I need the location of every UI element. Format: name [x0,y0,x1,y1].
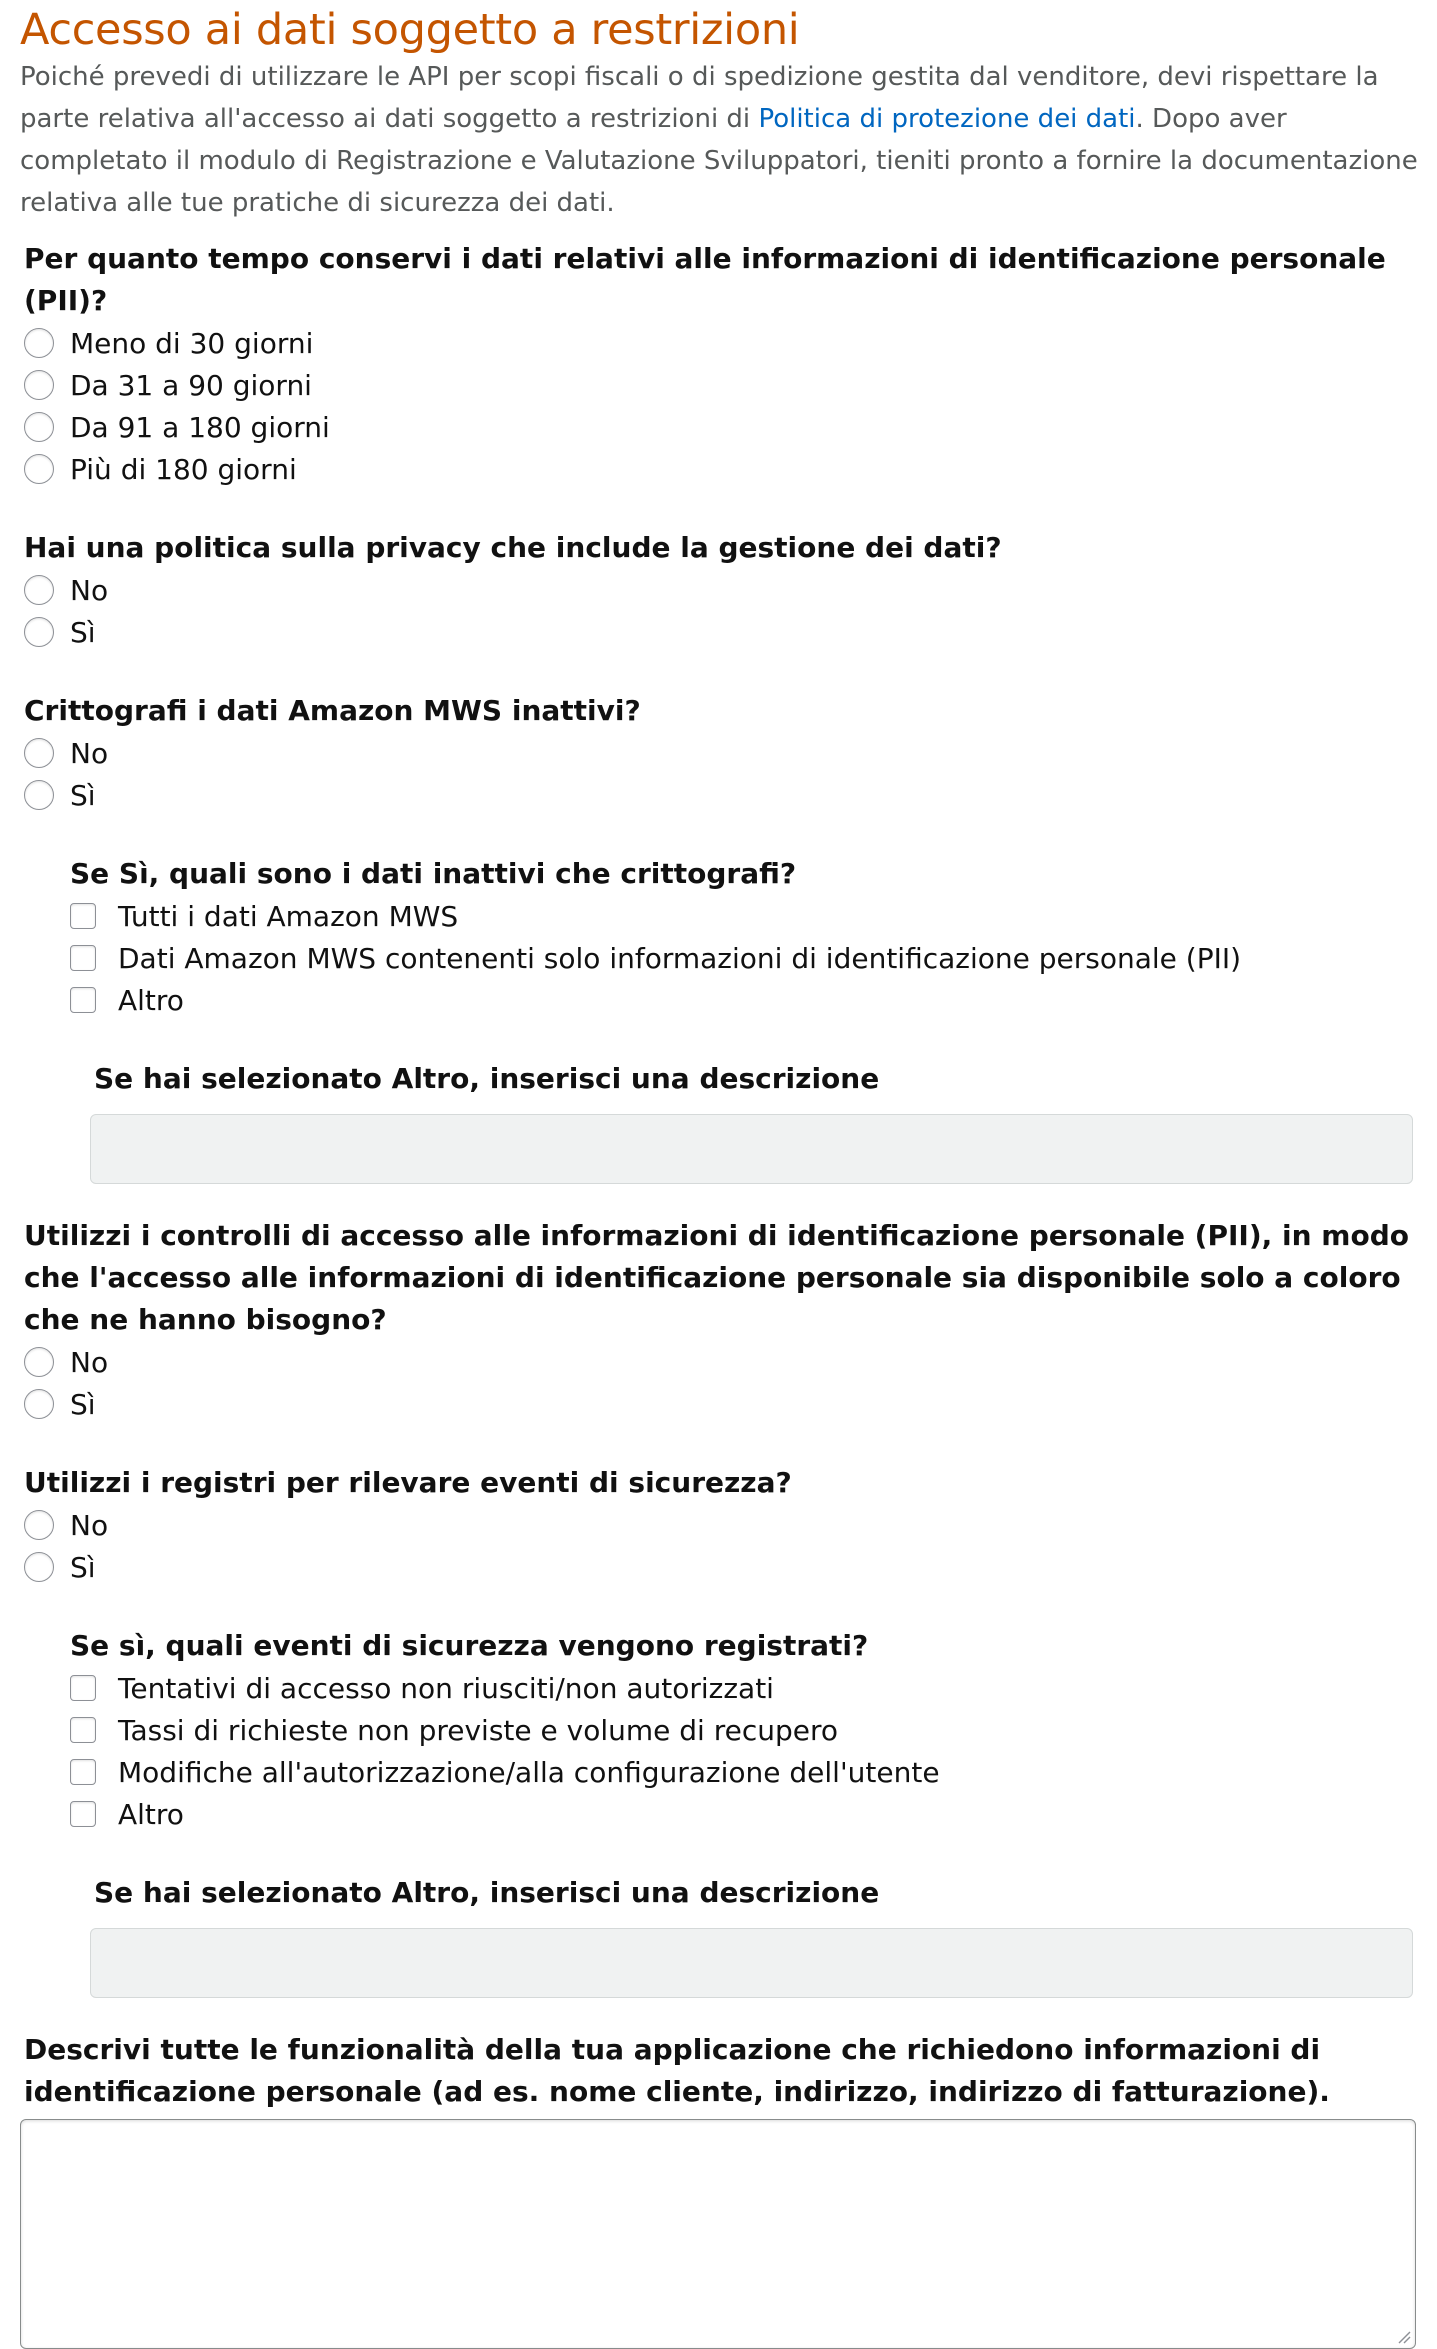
question-encryption [24,690,1417,816]
access-control-option[interactable] [24,1383,1424,1425]
checkbox[interactable] [70,903,96,929]
intro-text-before: Poiché prevedi di utilizzare le API per scopi fiscali o di spedizione gestita dal venditore, devi rispettare la parte relativa all'accesso ai dati soggetto a restrizioni di [20,62,1379,134]
radio-button[interactable] [24,454,54,484]
radio-button[interactable] [24,780,54,810]
encrypted-data-option[interactable] [70,895,1417,937]
checkbox[interactable] [70,1759,96,1785]
retention-option[interactable] [24,406,1417,448]
radio-button[interactable] [24,370,54,400]
question-logged-events [70,1625,1417,1835]
data-protection-policy-link[interactable]: Politica di protezione dei dati [758,104,1136,134]
logged-events-option[interactable] [70,1709,1417,1751]
logged-events-option[interactable] [70,1793,1417,1835]
question-retention-label: Per quanto tempo conservi i dati relativi alle informazioni di identificazione personale (PII)? [24,242,1386,317]
question-pii-features-label: Descrivi tutte le funzionalità della tua applicazione che richiedono informazioni di identificazione personale (ad es. nome cliente, indirizzo, indirizzo di fatturazione). [24,2033,1330,2108]
question-retention [24,238,1417,490]
option-label: Sì [70,1387,96,1421]
encrypted-data-option[interactable] [70,937,1417,979]
question-encrypted-data-label: Se Sì, quali sono i dati inattivi che crittografi? [70,857,797,890]
intro-text-after: . Dopo aver completato il modulo di Registrazione e Valutazione Sviluppatori, tieniti pronto a fornire la documentazione relativa alle tue pratiche di sicurezza dei dati. [20,104,1418,218]
retention-option[interactable] [24,364,1417,406]
checkbox[interactable] [70,1801,96,1827]
security-logs-option[interactable] [24,1504,1417,1546]
encrypted-data-option[interactable] [70,979,1417,1021]
option-label: Da 31 a 90 giorni [70,368,312,402]
option-label: Altro [118,983,184,1017]
pii-features-textarea[interactable] [20,2119,1416,2349]
option-label: No [70,736,109,770]
option-label: Tassi di richieste non previste e volume di recupero [118,1713,839,1747]
restricted-data-access-form [0,4,1437,2349]
logged-events-option[interactable] [70,1667,1417,1709]
checkbox[interactable] [70,987,96,1013]
security-logs-option[interactable] [24,1546,1417,1588]
retention-option[interactable] [24,322,1417,364]
option-label: Più di 180 giorni [70,452,297,486]
checkbox[interactable] [70,945,96,971]
option-label: Modifiche all'autorizzazione/alla configurazione dell'utente [118,1755,940,1789]
question-encrypted-data [70,853,1417,1021]
option-label: Altro [118,1797,184,1831]
logs-other-label [94,1872,1417,1914]
radio-button[interactable] [24,617,54,647]
option-label: No [70,573,109,607]
privacy-policy-option[interactable] [24,611,1417,653]
question-security-logs-label: Utilizzi i registri per rilevare eventi di sicurezza? [24,1466,792,1499]
retention-option[interactable] [24,448,1417,490]
question-encryption-label: Crittografi i dati Amazon MWS inattivi? [24,694,641,727]
option-label: Meno di 30 giorni [70,326,314,360]
option-label: No [70,1345,109,1379]
question-privacy-policy-label: Hai una politica sulla privacy che include la gestione dei dati? [24,531,1002,564]
radio-button[interactable] [24,738,54,768]
logs-other-description-field[interactable] [90,1928,1413,1998]
option-label: No [70,1508,109,1542]
radio-button[interactable] [24,1552,54,1582]
question-pii-features [24,2029,1424,2113]
option-label: Dati Amazon MWS contenenti solo informazioni di identificazione personale (PII) [118,941,1242,975]
question-logged-events-label: Se sì, quali eventi di sicurezza vengono registrati? [70,1629,869,1662]
option-label: Sì [70,1550,96,1584]
checkbox[interactable] [70,1675,96,1701]
access-control-option[interactable] [24,1341,1424,1383]
option-label: Tutti i dati Amazon MWS [118,899,459,933]
question-access-control [24,1215,1424,1425]
option-label: Tentativi di accesso non riusciti/non autorizzati [118,1671,774,1705]
radio-button[interactable] [24,328,54,358]
question-privacy-policy [24,527,1417,653]
encryption-other-description-label: Se hai selezionato Altro, inserisci una descrizione [94,1062,880,1095]
encryption-option[interactable] [24,774,1417,816]
question-security-logs [24,1462,1417,1588]
radio-button[interactable] [24,1389,54,1419]
radio-button[interactable] [24,1347,54,1377]
page-title: Accesso ai dati soggetto a restrizioni [20,5,800,55]
radio-button[interactable] [24,575,54,605]
logged-events-option[interactable] [70,1751,1417,1793]
privacy-policy-option[interactable] [24,569,1417,611]
option-label: Sì [70,615,96,649]
radio-button[interactable] [24,412,54,442]
radio-button[interactable] [24,1510,54,1540]
option-label: Da 91 a 180 giorni [70,410,330,444]
encryption-option[interactable] [24,732,1417,774]
checkbox[interactable] [70,1717,96,1743]
option-label: Sì [70,778,96,812]
question-access-control-label: Utilizzi i controlli di accesso alle informazioni di identificazione personale (PII), in modo che l'accesso alle informazioni di identificazione personale sia disponibile solo a coloro che ne hanno bisogno? [24,1219,1409,1336]
resize-grip-icon[interactable] [1397,2330,1411,2344]
intro-text [20,56,1420,224]
encryption-other-description-field[interactable] [90,1114,1413,1184]
encryption-other-label [94,1058,1417,1100]
logs-other-description-label: Se hai selezionato Altro, inserisci una descrizione [94,1876,880,1909]
